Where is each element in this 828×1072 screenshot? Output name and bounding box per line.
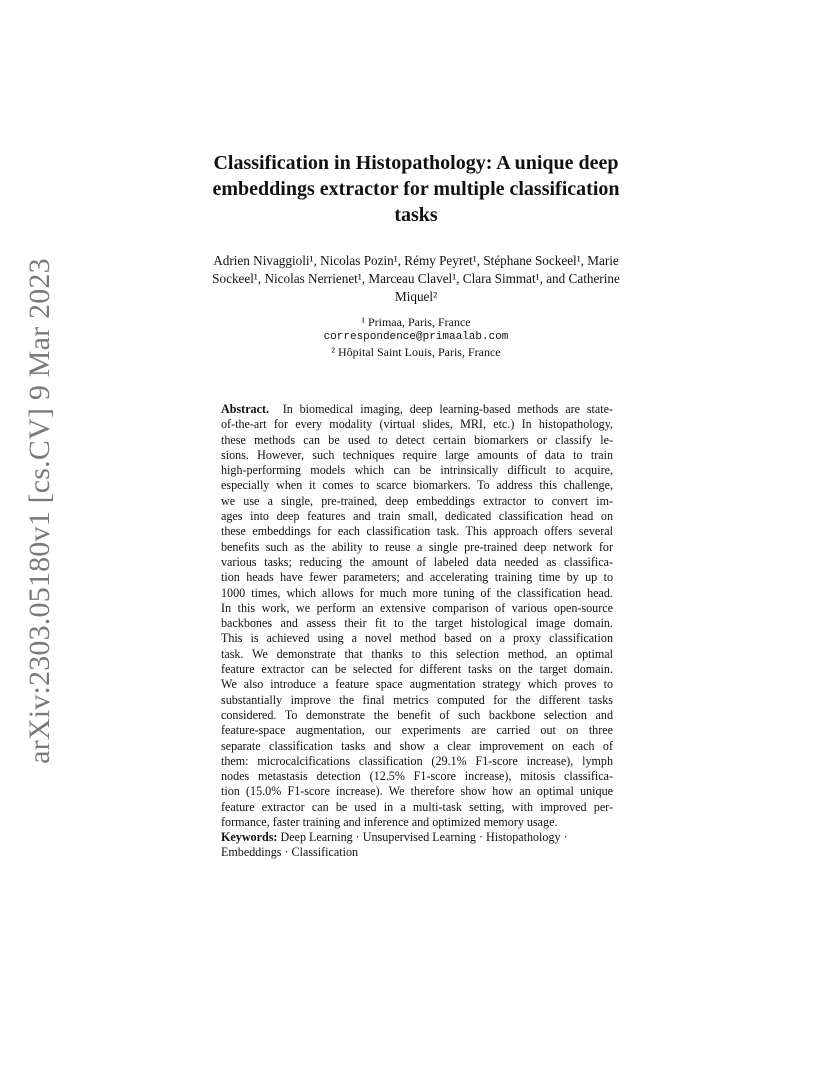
abstract-label: Abstract. — [221, 402, 270, 416]
abstract-line: especially when it comes to scarce biomarkers. To address this challenge, — [221, 478, 613, 493]
keywords-line — [221, 830, 613, 845]
keywords-label: Keywords: — [221, 830, 278, 844]
title-line: Classification in Histopathology: A unique deep — [213, 152, 619, 174]
correspondence-email: correspondence@primaalab.com — [323, 331, 509, 343]
abstract-first-line-text: In biomedical imaging, deep learning-based methods are state- — [282, 402, 614, 416]
abstract-line: In this work, we perform an extensive comparison of various open-source — [221, 600, 613, 615]
abstract-line: tion heads have fewer parameters; and accelerating training time by up to — [221, 570, 613, 585]
abstract-line: high-performing models which can be intrinsically difficult to acquire, — [221, 463, 613, 478]
abstract-line: formance, faster training and inference and optimized memory usage. — [221, 815, 558, 830]
abstract-line: feature-space augmentation, our experiments are carried out on three — [221, 723, 613, 738]
keywords — [221, 830, 613, 861]
abstract-line: of-the-art for every modality (virtual slides, MRI, etc.) In histopathology, — [221, 417, 613, 432]
title-line: tasks — [394, 204, 438, 226]
abstract-line: sions. However, such techniques require large amounts of data to train — [221, 447, 613, 462]
abstract-line: various tasks; reducing the amount of labeled data needed as classifica- — [221, 554, 613, 569]
abstract-line: them: microcalcifications classification (29.1% F1-score increase), lymph — [221, 753, 613, 768]
abstract-line: nodes metastasis detection (12.5% F1-score increase), mitosis classifica- — [221, 769, 613, 784]
abstract-line: these methods can be used to detect certain biomarkers or classify le- — [221, 432, 613, 447]
author-list — [170, 252, 662, 306]
affiliations — [210, 315, 622, 360]
abstract-line: feature extractor can be selected for different tasks on the target domain. — [221, 662, 613, 677]
abstract — [221, 402, 613, 830]
arxiv-stamp: arXiv:2303.05180v1 [cs.CV] 9 Mar 2023 — [23, 258, 56, 764]
abstract-line: task. We demonstrate that thanks to this selection method, an optimal — [221, 646, 613, 661]
abstract-line: This is achieved using a novel method based on a proxy classification — [221, 631, 613, 646]
abstract-line: feature extractor can be used in a multi-task setting, with improved per- — [221, 799, 613, 814]
paper-title — [150, 150, 682, 228]
author-line: Sockeel¹, Nicolas Nerrienet¹, Marceau Clavel¹, Clara Simmat¹, and Catherine — [212, 271, 620, 286]
abstract-line: considered. To demonstrate the benefit of such backbone selection and — [221, 707, 613, 722]
abstract-line: benefits such as the ability to reuse a single pre-trained deep network for — [221, 539, 613, 554]
abstract-line: 1000 times, which allows for much more tuning of the classification head. — [221, 585, 613, 600]
abstract-line: we use a single, pre-trained, deep embeddings extractor to convert im- — [221, 493, 613, 508]
abstract-line: ages into deep features and train small, dedicated classification head on — [221, 509, 613, 524]
abstract-line — [221, 402, 613, 417]
abstract-line: tion (15.0% F1-score increase). We therefore show how an optimal unique — [221, 784, 613, 799]
abstract-line: these embeddings for each classification task. This approach offers several — [221, 524, 613, 539]
abstract-line: We also introduce a feature space augmentation strategy which proves to — [221, 677, 613, 692]
abstract-line: separate classification tasks and show a clear improvement on each of — [221, 738, 613, 753]
abstract-line: substantially improve the final metrics computed for the different tasks — [221, 692, 613, 707]
affiliation-hopital: ² Hôpital Saint Louis, Paris, France — [331, 345, 501, 359]
affiliation-primaa: ¹ Primaa, Paris, France — [361, 315, 471, 329]
keywords-text: Deep Learning · Unsupervised Learning · Histopathology · — [280, 830, 568, 844]
title-line: embeddings extractor for multiple classification — [212, 178, 620, 200]
author-line: Miquel² — [394, 289, 438, 304]
keywords-line: Embeddings · Classification — [221, 845, 359, 860]
author-line: Adrien Nivaggioli¹, Nicolas Pozin¹, Rémy Peyret¹, Stéphane Sockeel¹, Marie — [213, 253, 619, 268]
abstract-line: backbones and assess their fit to the target histological image domain. — [221, 616, 613, 631]
